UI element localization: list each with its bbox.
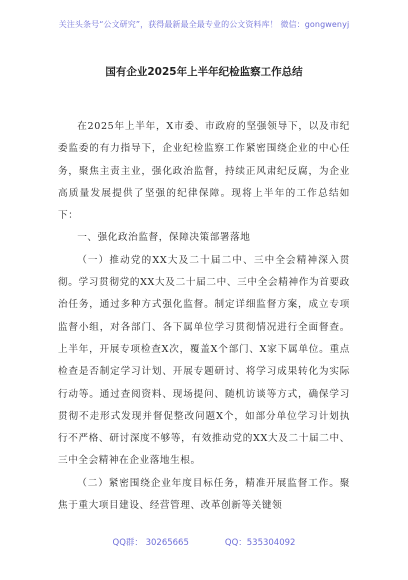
paragraph-subsection-2: （二）紧密围绕企业年度目标任务，精准开展监督工作。聚焦于重大项目建设、经营管理、改革创新等关键领 bbox=[58, 477, 350, 512]
document-body bbox=[58, 116, 350, 517]
qq-group-text: QQ群： 30265665 bbox=[112, 538, 189, 548]
section-heading-1: 一、强化政治监督，保障决策部署落地 bbox=[77, 232, 251, 244]
paragraph-subsection-1: （一）推动党的XX大及二十届二中、三中全会精神深入贯彻。学习贯彻党的XX大及二十届二中、三中全会精神作为首要政治任务，通过多种方式强化监督。制定详细监督方案，成立专项监督小组，对各部门、各下属单位学习贯彻情况进行全面督查。上半年，开展专项检查X次，覆盖X个部门、X家下属单位。重点检查是否制定学习计划、开展专题研讨、将学习成果转化为实际行动等。通过查阅资料、现场提问、随机访谈等方式，确保学习贯彻不走形式发现并督促整改问题X个，如部分单位学习计划执行不严格、研讨深度不够等，有效推动党的XX大及二十届二中、三中全会精神在企业落地生根。 bbox=[58, 254, 350, 467]
document-title: 国有企业2025年上半年纪检监察工作总结 bbox=[105, 66, 303, 78]
footer-contact bbox=[0, 536, 408, 548]
qq-number-text: QQ：535304092 bbox=[224, 538, 296, 548]
header-banner: 关注头条号“公文研究”，获得最新最全最专业的公文资料库！ 微信：gongwenyj bbox=[58, 20, 350, 29]
paragraph-intro: 在2025年上半年，X市委、市政府的坚强领导下，以及市纪委监委的有力指导下，企业纪检监察工作紧密围绕企业的中心任务，聚焦主责主业，强化政治监督，持续正风肃纪反腐，为企业高质量发展提供了坚强的纪律保障。现将上半年的工作总结如下： bbox=[58, 121, 350, 222]
